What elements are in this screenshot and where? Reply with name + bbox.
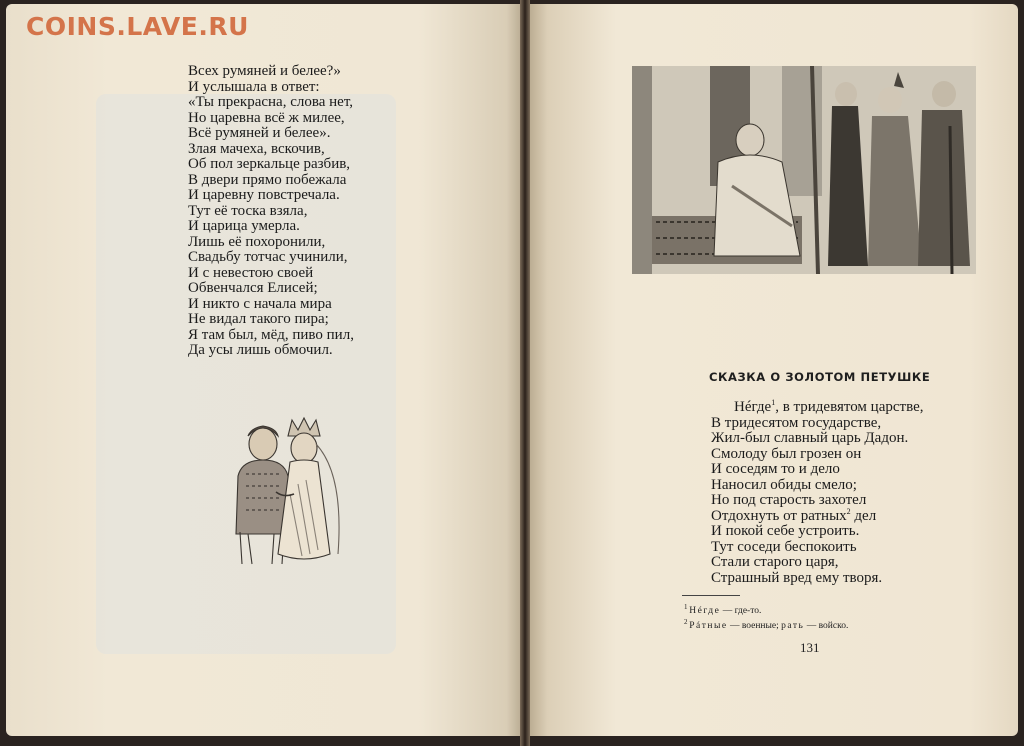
verse-line: «Ты прекрасна, слова нет, <box>188 94 354 110</box>
verse-line: Об пол зеркальце разбив, <box>188 156 351 172</box>
footnote-rule <box>682 595 740 596</box>
verse-line: Но под старость захотел <box>711 492 867 508</box>
site-watermark: COINS.LAVE.RU <box>26 12 249 41</box>
left-verse <box>188 64 354 359</box>
verse-line: Я там был, мёд, пиво пил, <box>188 326 354 343</box>
verse-line: Тут её тоска взяла, <box>188 202 308 219</box>
footnotes <box>684 602 848 632</box>
right-verse <box>711 400 923 586</box>
verse-line: Но царевна всё ж милее, <box>188 109 345 126</box>
tsar-dadon-illustration <box>632 66 976 274</box>
verse-line: И соседям то и дело <box>711 461 840 477</box>
verse-line: И услышала в ответ: <box>188 78 320 95</box>
verse-line: В двери прямо побежала <box>188 171 347 188</box>
verse-line: Злая мачеха, вскочив, <box>188 140 325 157</box>
verse-line: Смолоду был грозен он <box>711 445 862 462</box>
verse-line: И царевну повстречала. <box>188 187 340 203</box>
verse-line: Свадьбу тотчас учинили, <box>188 249 348 265</box>
verse-line: Тут соседи беспокоить <box>711 538 857 555</box>
verse-line: Страшный вред ему творя. <box>711 569 883 586</box>
couple-illustration <box>218 414 348 570</box>
verse-line: И царица умерла. <box>188 218 300 234</box>
book-gutter <box>520 0 530 746</box>
footnote: $^2$ Рáтные — военные; рать — войско. <box>684 618 849 632</box>
verse-line: Лишь её похоронили, <box>188 233 326 250</box>
verse-line: Обвенчался Елисей; <box>188 280 318 296</box>
footnote-marker: 2 <box>846 506 851 516</box>
verse-line: И никто с начала мира <box>188 295 332 312</box>
verse-line: И с невестою своей <box>188 264 314 281</box>
verse-line: И покой себе устроить. <box>711 523 860 539</box>
page-number: 131 <box>800 640 820 655</box>
verse-line: Всех румяней и белее?» <box>188 63 341 79</box>
verse-line: В тридесятом государстве, <box>711 414 882 431</box>
verse-line: Наносил обиды смело; <box>711 476 857 493</box>
verse-line: Да усы лишь обмочил. <box>188 342 333 358</box>
verse-line: Всё румяней и белее». <box>188 125 331 141</box>
verse-line: Не видал такого пира; <box>188 311 329 327</box>
verse-line: Отдохнуть от ратных$^2$ дел <box>711 506 877 524</box>
verse-line: Стали старого царя, <box>711 554 839 570</box>
verse-line: Нéгде$^1$, в тридевятом царстве, <box>734 398 924 415</box>
footnote-marker: 1 <box>771 398 776 407</box>
story-title: СКАЗКА О ЗОЛОТОМ ПЕТУШКЕ <box>709 370 931 384</box>
footnote: $^1$ Нéгде — где-то. <box>684 603 762 617</box>
verse-line: Жил-был славный царь Дадон. <box>711 430 909 446</box>
